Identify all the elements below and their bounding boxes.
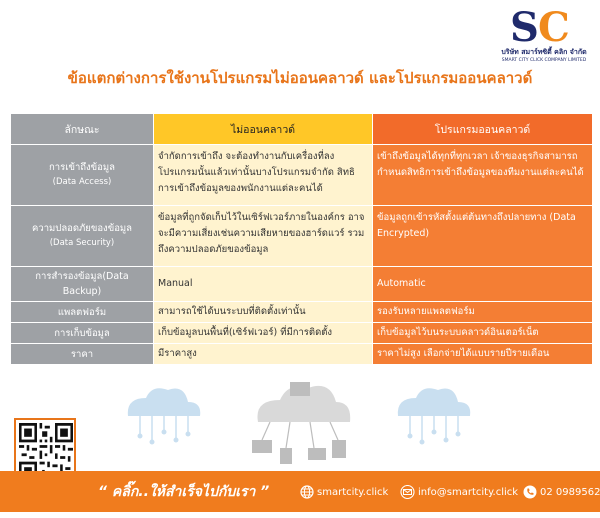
feature-cell: [11, 206, 154, 267]
phone-icon: [523, 485, 537, 499]
table-header-row: [11, 114, 593, 145]
feature-cell: แพลตฟอร์ม: [11, 302, 154, 323]
footer-phone[interactable]: [523, 485, 600, 499]
feature-label: ความปลอดภัยของข้อมูล: [32, 223, 132, 234]
online-cell: Automatic: [373, 267, 593, 302]
table-row: [11, 344, 593, 365]
globe-icon: [300, 485, 314, 499]
header-online: โปรแกรมออนคลาวด์: [373, 114, 593, 145]
header-feature: ลักษณะ: [11, 114, 154, 145]
feature-cell: การสำรองข้อมูล(Data Backup): [11, 267, 154, 302]
website-text: smartcity.click: [317, 487, 389, 498]
offline-cell: ข้อมูลที่ถูกจัดเก็บไว้ในเซิร์ฟเวอร์ภายในองค์กร อาจจะมีความเสี่ยงเช่นความเสียหายของฮาร์ดแวร์ รวมถึงความปลอดภัยของข้อมูล: [154, 206, 373, 267]
company-name-english: SMART CITY CLICK COMPANY LIMITED: [501, 58, 587, 63]
online-cell: เก็บข้อมูลไว้บนระบบคลาวด์อินเตอร์เน็ต: [373, 323, 593, 344]
cloud-illustration: [0, 378, 600, 468]
feature-cell: การเก็บข้อมูล: [11, 323, 154, 344]
online-cell: ราคาไม่สูง เลือกจ่ายได้แบบรายปีรายเดือน: [373, 344, 593, 365]
offline-cell: เก็บข้อมูลบนพื้นที่(เซิร์ฟเวอร์) ที่มีการติดตั้ง: [154, 323, 373, 344]
comparison-table: [10, 113, 593, 365]
cloud-network-icon: [252, 382, 350, 464]
phone-text: 02 0989562: [540, 487, 600, 498]
offline-cell: Manual: [154, 267, 373, 302]
table-row: [11, 323, 593, 344]
offline-cell: จำกัดการเข้าถึง จะต้องทำงานกับเครื่องที่ลงโปรแกรมนั้นแล้วเท่านั้นบางโปรแกรมจำกัด สิทธิการเข้าถึงข้อมูลของพนักงานแต่ละคนได้: [154, 145, 373, 206]
table-row: [11, 145, 593, 206]
cloud-right-icon: [398, 388, 470, 444]
feature-sublabel: (Data Access): [52, 177, 112, 187]
logo-letter-s: S: [510, 4, 539, 51]
footer-bar: [0, 471, 600, 512]
table-row: [11, 206, 593, 267]
logo-mark: [500, 4, 588, 51]
table-row: [11, 302, 593, 323]
footer-website[interactable]: [300, 485, 388, 499]
offline-cell: มีราคาสูง: [154, 344, 373, 365]
table-row: [11, 267, 593, 302]
online-cell: ข้อมูลถูกเข้ารหัสตั้งแต่ต้นทางถึงปลายทาง (Data Encrypted): [373, 206, 593, 267]
feature-cell: ราคา: [11, 344, 154, 365]
online-cell: เข้าถึงข้อมูลได้ทุกที่ทุกเวลา เจ้าของธุรกิจสามารถกำหนดสิทธิการเข้าถึงข้อมูลของทีมงานแต่ละคนได้: [373, 145, 593, 206]
feature-cell: [11, 145, 154, 206]
logo-letter-c: C: [538, 4, 570, 51]
footer-slogan: “ คลิ๊ก..ให้สำเร็จไปกับเรา ”: [98, 484, 270, 500]
email-icon: [400, 485, 415, 499]
header-offline: ไม่ออนคลาวด์: [154, 114, 373, 145]
email-text: info@smartcity.click: [418, 487, 519, 498]
company-logo: [500, 4, 588, 63]
page-title: ข้อแตกต่างการใช้งานโปรแกรมไม่ออนคลาวด์ และโปรแกรมออนคลาวด์: [67, 69, 533, 87]
online-cell: รองรับหลายแพลตฟอร์ม: [373, 302, 593, 323]
offline-cell: สามารถใช้ได้บนระบบที่ติดตั้งเท่านั้น: [154, 302, 373, 323]
footer-email[interactable]: [400, 485, 518, 499]
feature-sublabel: (Data Security): [49, 238, 115, 248]
company-name-thai: บริษัท สมาร์ทซิตี้ คลิก จำกัด: [501, 48, 587, 56]
cloud-left-icon: [128, 388, 200, 444]
feature-label: การเข้าถึงข้อมูล: [49, 162, 115, 173]
